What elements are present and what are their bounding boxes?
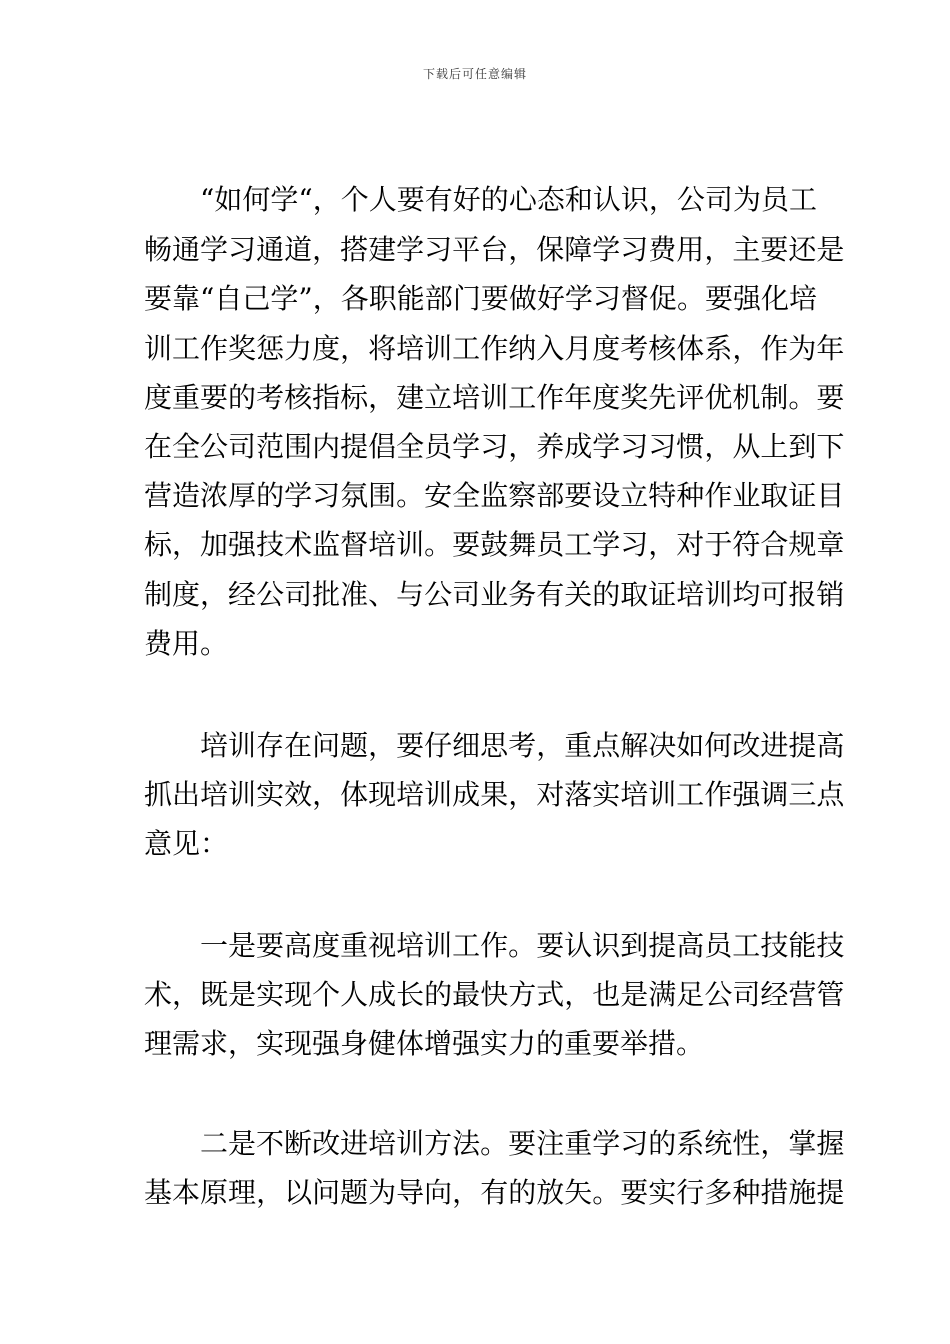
paragraph-3-line-3: 理需求，实现强身健体增强实力的重要举措。	[144, 1027, 705, 1060]
header-note: 下载后可任意编辑	[422, 67, 527, 81]
paragraph-1-line-3: 要 靠 “ 自 己 学 ” ， 各 职 能 部 门 要 做 好 学 习 督 促 。 要 强 化 培	[144, 282, 818, 315]
paragraph-1-line-1: “ 如 何 学 “ ， 个 人 要 有 好 的 心 态 和 认 识 ， 公 司 为 员 工	[200, 183, 817, 216]
paragraph-1-line-2: 畅 通 学 习 通 道 ， 搭 建 学 习 平 台 ， 保 障 学 习 费 用 ， 主 要 还 是	[144, 233, 845, 266]
paragraph-1-line-6: 在 全 公 司 范 围 内 提 倡 全 员 学 习 ， 养 成 学 习 习 惯 ， 从 上 到 下	[144, 430, 845, 463]
paragraph-1-line-9: 制 度 ， 经 公 司 批 准 、 与 公 司 业 务 有 关 的 取 证 培 训 均 可 报 销	[144, 578, 845, 611]
paragraph-4-line-2: 基 本 原 理 ， 以 问 题 为 导 向 ， 有 的 放 矢 。 要 实 行 多 种 措 施 提	[144, 1176, 845, 1209]
paragraph-2-line-2: 抓 出 培 训 实 效 ， 体 现 培 训 成 果 ， 对 落 实 培 训 工 作 强 调 三 点	[144, 778, 845, 811]
paragraph-3-line-1: 一 是 要 高 度 重 视 培 训 工 作 。 要 认 识 到 提 高 员 工 技 能 技	[200, 929, 845, 962]
paragraph-4-line-1: 二 是 不 断 改 进 培 训 方 法 。 要 注 重 学 习 的 系 统 性 ， 掌 握	[200, 1127, 845, 1160]
paragraph-1-line-7: 营 造 浓 厚 的 学 习 氛 围 。 安 全 监 察 部 要 设 立 特 种 作 业 取 证 目	[144, 479, 845, 512]
paragraph-1-line-8: 标 ， 加 强 技 术 监 督 培 训 。 要 鼓 舞 员 工 学 习 ， 对 于 符 合 规 章	[144, 528, 845, 561]
paragraph-1-line-10: 费用。	[144, 627, 229, 660]
paragraph-2-line-3: 意见：	[144, 827, 229, 860]
paragraph-1-line-5: 度 重 要 的 考 核 指 标 ， 建 立 培 训 工 作 年 度 奖 先 评 优 机 制 。 要	[144, 381, 845, 414]
paragraph-1-line-4: 训 工 作 奖 惩 力 度 ， 将 培 训 工 作 纳 入 月 度 考 核 体 系 ， 作 为 年	[144, 332, 845, 365]
paragraph-3-line-2: 术 ， 既 是 实 现 个 人 成 长 的 最 快 方 式 ， 也 是 满 足 公 司 经 营 管	[144, 978, 845, 1011]
paragraph-2-line-1: 培 训 存 在 问 题 ， 要 仔 细 思 考 ， 重 点 解 决 如 何 改 进 提 高	[200, 729, 845, 762]
